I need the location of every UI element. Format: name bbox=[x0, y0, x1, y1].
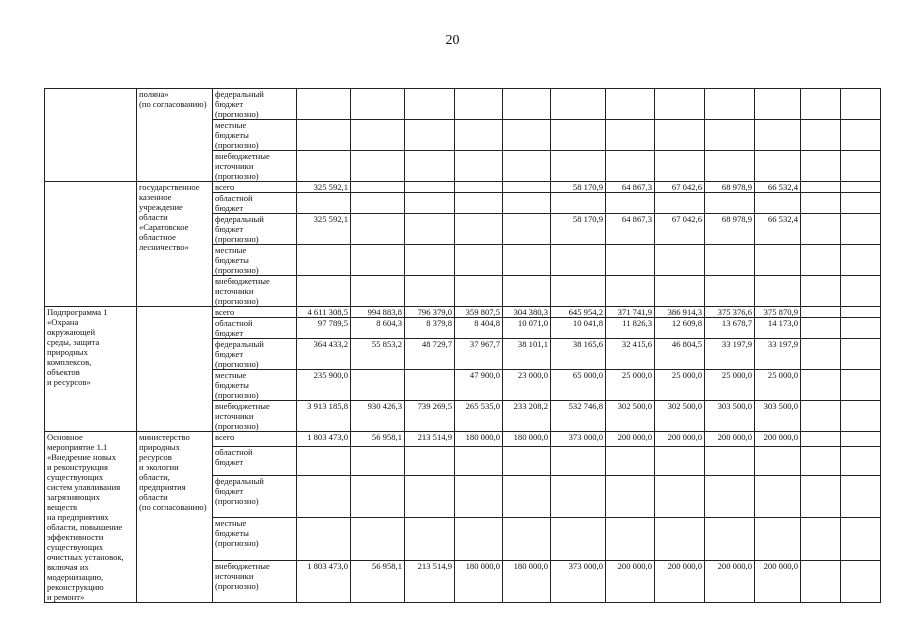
amount-cell bbox=[455, 276, 503, 307]
amount-cell bbox=[297, 245, 351, 276]
amount-cell bbox=[801, 245, 841, 276]
amount-cell bbox=[655, 193, 705, 214]
amount-cell: 58 170,9 bbox=[551, 214, 606, 245]
amount-cell bbox=[455, 214, 503, 245]
amount-cell: 47 900,0 bbox=[455, 370, 503, 401]
amount-cell bbox=[705, 276, 755, 307]
amount-cell: 11 826,3 bbox=[606, 318, 655, 339]
amount-cell bbox=[755, 151, 801, 182]
funding-source-cell: всего bbox=[213, 307, 297, 318]
amount-cell: 200 000,0 bbox=[755, 560, 801, 602]
amount-cell bbox=[297, 276, 351, 307]
funding-source-cell: областной бюджет bbox=[213, 447, 297, 476]
amount-cell bbox=[405, 193, 455, 214]
amount-cell: 303 500,0 bbox=[755, 401, 801, 432]
amount-cell: 97 789,5 bbox=[297, 318, 351, 339]
amount-cell bbox=[405, 89, 455, 120]
amount-cell bbox=[801, 401, 841, 432]
executor-cell bbox=[137, 307, 213, 432]
amount-cell bbox=[405, 182, 455, 193]
amount-cell: 386 914,3 bbox=[655, 307, 705, 318]
amount-cell: 200 000,0 bbox=[606, 560, 655, 602]
amount-cell: 200 000,0 bbox=[606, 432, 655, 447]
amount-cell bbox=[655, 475, 705, 517]
amount-cell bbox=[655, 120, 705, 151]
amount-cell: 302 500,0 bbox=[655, 401, 705, 432]
amount-cell: 200 000,0 bbox=[655, 560, 705, 602]
amount-cell: 12 609,8 bbox=[655, 318, 705, 339]
amount-cell: 3 913 185,8 bbox=[297, 401, 351, 432]
amount-cell bbox=[755, 475, 801, 517]
amount-cell bbox=[655, 245, 705, 276]
amount-cell bbox=[405, 447, 455, 476]
table-row bbox=[45, 432, 881, 447]
amount-cell bbox=[503, 214, 551, 245]
amount-cell bbox=[606, 89, 655, 120]
amount-cell bbox=[455, 475, 503, 517]
amount-cell bbox=[801, 447, 841, 476]
executor-cell: государственное казенное учреждение области «Саратовское областное лесничество» bbox=[137, 182, 213, 307]
amount-cell: 373 000,0 bbox=[551, 432, 606, 447]
amount-cell bbox=[351, 518, 405, 560]
amount-cell bbox=[841, 447, 881, 476]
amount-cell bbox=[351, 89, 405, 120]
budget-table bbox=[44, 88, 881, 603]
funding-source-cell: всего bbox=[213, 182, 297, 193]
amount-cell bbox=[801, 318, 841, 339]
amount-cell: 532 746,8 bbox=[551, 401, 606, 432]
amount-cell bbox=[606, 151, 655, 182]
amount-cell: 67 042,6 bbox=[655, 214, 705, 245]
amount-cell: 371 741,9 bbox=[606, 307, 655, 318]
amount-cell bbox=[455, 151, 503, 182]
amount-cell bbox=[551, 151, 606, 182]
amount-cell bbox=[606, 518, 655, 560]
amount-cell bbox=[705, 245, 755, 276]
program-cell bbox=[45, 89, 137, 182]
amount-cell bbox=[405, 245, 455, 276]
amount-cell bbox=[801, 475, 841, 517]
amount-cell bbox=[655, 89, 705, 120]
amount-cell bbox=[655, 447, 705, 476]
amount-cell: 10 071,0 bbox=[503, 318, 551, 339]
amount-cell bbox=[841, 307, 881, 318]
amount-cell bbox=[297, 151, 351, 182]
amount-cell: 1 803 473,0 bbox=[297, 432, 351, 447]
amount-cell bbox=[801, 307, 841, 318]
amount-cell bbox=[841, 245, 881, 276]
executor-cell: министерство природных ресурсов и экологии области, предприятия области (по согласованию) bbox=[137, 432, 213, 603]
amount-cell bbox=[551, 518, 606, 560]
amount-cell bbox=[351, 447, 405, 476]
amount-cell bbox=[841, 401, 881, 432]
amount-cell bbox=[705, 518, 755, 560]
amount-cell: 68 978,9 bbox=[705, 214, 755, 245]
amount-cell bbox=[841, 193, 881, 214]
amount-cell bbox=[405, 475, 455, 517]
amount-cell: 303 500,0 bbox=[705, 401, 755, 432]
amount-cell bbox=[705, 475, 755, 517]
amount-cell bbox=[503, 193, 551, 214]
amount-cell bbox=[503, 151, 551, 182]
funding-source-cell: областной бюджет bbox=[213, 193, 297, 214]
amount-cell bbox=[606, 120, 655, 151]
amount-cell: 67 042,6 bbox=[655, 182, 705, 193]
amount-cell bbox=[297, 120, 351, 151]
amount-cell bbox=[351, 182, 405, 193]
amount-cell: 8 379,8 bbox=[405, 318, 455, 339]
amount-cell bbox=[705, 447, 755, 476]
amount-cell: 48 729,7 bbox=[405, 339, 455, 370]
funding-source-cell: федеральный бюджет (прогнозно) bbox=[213, 214, 297, 245]
amount-cell bbox=[801, 193, 841, 214]
amount-cell bbox=[297, 193, 351, 214]
amount-cell: 200 000,0 bbox=[755, 432, 801, 447]
amount-cell: 66 532,4 bbox=[755, 214, 801, 245]
amount-cell bbox=[841, 120, 881, 151]
amount-cell: 180 000,0 bbox=[455, 560, 503, 602]
program-cell bbox=[45, 182, 137, 307]
amount-cell bbox=[655, 518, 705, 560]
funding-source-cell: внебюджетные источники (прогнозно) bbox=[213, 401, 297, 432]
amount-cell: 200 000,0 bbox=[705, 560, 755, 602]
amount-cell bbox=[551, 276, 606, 307]
amount-cell: 235 900,0 bbox=[297, 370, 351, 401]
amount-cell bbox=[551, 447, 606, 476]
amount-cell bbox=[841, 318, 881, 339]
amount-cell bbox=[606, 193, 655, 214]
amount-cell bbox=[551, 475, 606, 517]
amount-cell: 325 592,1 bbox=[297, 182, 351, 193]
funding-source-cell: федеральный бюджет (прогнозно) bbox=[213, 339, 297, 370]
amount-cell bbox=[705, 193, 755, 214]
amount-cell: 25 000,0 bbox=[606, 370, 655, 401]
amount-cell: 13 678,7 bbox=[705, 318, 755, 339]
amount-cell: 25 000,0 bbox=[655, 370, 705, 401]
amount-cell: 265 535,0 bbox=[455, 401, 503, 432]
amount-cell: 38 101,1 bbox=[503, 339, 551, 370]
amount-cell bbox=[405, 276, 455, 307]
amount-cell: 64 867,3 bbox=[606, 214, 655, 245]
amount-cell bbox=[755, 276, 801, 307]
amount-cell bbox=[297, 518, 351, 560]
funding-source-cell: местные бюджеты (прогнозно) bbox=[213, 245, 297, 276]
amount-cell bbox=[351, 245, 405, 276]
amount-cell bbox=[455, 120, 503, 151]
amount-cell bbox=[606, 245, 655, 276]
amount-cell: 200 000,0 bbox=[705, 432, 755, 447]
amount-cell bbox=[801, 339, 841, 370]
amount-cell: 4 611 308,5 bbox=[297, 307, 351, 318]
amount-cell bbox=[551, 245, 606, 276]
amount-cell: 364 433,2 bbox=[297, 339, 351, 370]
amount-cell bbox=[405, 151, 455, 182]
amount-cell: 930 426,3 bbox=[351, 401, 405, 432]
table-row bbox=[45, 182, 881, 193]
amount-cell bbox=[351, 120, 405, 151]
amount-cell: 213 514,9 bbox=[405, 560, 455, 602]
amount-cell bbox=[297, 89, 351, 120]
amount-cell bbox=[405, 120, 455, 151]
amount-cell bbox=[801, 432, 841, 447]
amount-cell bbox=[455, 447, 503, 476]
amount-cell: 645 954,2 bbox=[551, 307, 606, 318]
amount-cell: 68 978,9 bbox=[705, 182, 755, 193]
amount-cell: 233 208,2 bbox=[503, 401, 551, 432]
amount-cell bbox=[455, 245, 503, 276]
amount-cell bbox=[503, 475, 551, 517]
amount-cell bbox=[655, 276, 705, 307]
amount-cell: 14 173,0 bbox=[755, 318, 801, 339]
amount-cell bbox=[841, 475, 881, 517]
amount-cell: 359 807,5 bbox=[455, 307, 503, 318]
amount-cell bbox=[297, 447, 351, 476]
amount-cell: 180 000,0 bbox=[503, 432, 551, 447]
amount-cell: 8 404,8 bbox=[455, 318, 503, 339]
amount-cell bbox=[503, 120, 551, 151]
amount-cell: 25 000,0 bbox=[705, 370, 755, 401]
amount-cell bbox=[801, 276, 841, 307]
amount-cell bbox=[841, 182, 881, 193]
amount-cell bbox=[801, 518, 841, 560]
amount-cell: 375 376,6 bbox=[705, 307, 755, 318]
amount-cell bbox=[841, 560, 881, 602]
amount-cell: 994 883,8 bbox=[351, 307, 405, 318]
amount-cell bbox=[755, 447, 801, 476]
amount-cell bbox=[841, 339, 881, 370]
amount-cell: 23 000,0 bbox=[503, 370, 551, 401]
page-number: 20 bbox=[445, 33, 460, 48]
amount-cell bbox=[801, 370, 841, 401]
amount-cell bbox=[606, 276, 655, 307]
amount-cell: 325 592,1 bbox=[297, 214, 351, 245]
amount-cell: 25 000,0 bbox=[755, 370, 801, 401]
amount-cell bbox=[801, 151, 841, 182]
funding-source-cell: местные бюджеты (прогнозно) bbox=[213, 370, 297, 401]
amount-cell bbox=[841, 89, 881, 120]
amount-cell: 32 415,6 bbox=[606, 339, 655, 370]
amount-cell bbox=[801, 89, 841, 120]
amount-cell: 373 000,0 bbox=[551, 560, 606, 602]
amount-cell: 1 803 473,0 bbox=[297, 560, 351, 602]
amount-cell bbox=[801, 560, 841, 602]
table-row bbox=[45, 89, 881, 120]
amount-cell bbox=[351, 370, 405, 401]
amount-cell bbox=[755, 89, 801, 120]
amount-cell: 213 514,9 bbox=[405, 432, 455, 447]
amount-cell bbox=[455, 89, 503, 120]
amount-cell: 304 380,3 bbox=[503, 307, 551, 318]
amount-cell: 33 197,9 bbox=[755, 339, 801, 370]
funding-source-cell: всего bbox=[213, 432, 297, 447]
amount-cell bbox=[351, 276, 405, 307]
amount-cell bbox=[503, 89, 551, 120]
amount-cell bbox=[841, 151, 881, 182]
amount-cell bbox=[705, 151, 755, 182]
amount-cell bbox=[405, 214, 455, 245]
amount-cell bbox=[351, 475, 405, 517]
amount-cell: 46 804,5 bbox=[655, 339, 705, 370]
funding-source-cell: внебюджетные источники (прогнозно) bbox=[213, 276, 297, 307]
amount-cell bbox=[841, 214, 881, 245]
amount-cell bbox=[755, 193, 801, 214]
amount-cell: 64 867,3 bbox=[606, 182, 655, 193]
amount-cell: 58 170,9 bbox=[551, 182, 606, 193]
amount-cell bbox=[551, 120, 606, 151]
amount-cell: 10 041,8 bbox=[551, 318, 606, 339]
amount-cell: 33 197,9 bbox=[705, 339, 755, 370]
funding-source-cell: федеральный бюджет (прогнозно) bbox=[213, 89, 297, 120]
amount-cell: 796 379,0 bbox=[405, 307, 455, 318]
amount-cell bbox=[841, 432, 881, 447]
amount-cell bbox=[551, 193, 606, 214]
amount-cell: 200 000,0 bbox=[655, 432, 705, 447]
amount-cell: 65 000,0 bbox=[551, 370, 606, 401]
amount-cell bbox=[841, 370, 881, 401]
program-cell: Основное мероприятие 1.1 «Внедрение новых и реконструкция существующих систем улавливания загрязняющих веществ на предприятиях области, повышение эффективности существующих очистных установок, включая их модернизацию, реконструкцию и ремонт» bbox=[45, 432, 137, 603]
amount-cell bbox=[297, 475, 351, 517]
funding-source-cell: внебюджетные источники (прогнозно) bbox=[213, 151, 297, 182]
funding-source-cell: местные бюджеты (прогнозно) bbox=[213, 120, 297, 151]
amount-cell: 180 000,0 bbox=[455, 432, 503, 447]
amount-cell bbox=[455, 193, 503, 214]
amount-cell bbox=[801, 120, 841, 151]
amount-cell bbox=[801, 214, 841, 245]
amount-cell bbox=[351, 151, 405, 182]
amount-cell: 38 165,6 bbox=[551, 339, 606, 370]
amount-cell bbox=[801, 182, 841, 193]
amount-cell bbox=[503, 276, 551, 307]
amount-cell bbox=[705, 120, 755, 151]
amount-cell: 180 000,0 bbox=[503, 560, 551, 602]
amount-cell: 8 604,3 bbox=[351, 318, 405, 339]
amount-cell bbox=[455, 182, 503, 193]
amount-cell bbox=[606, 447, 655, 476]
funding-source-cell: областной бюджет bbox=[213, 318, 297, 339]
amount-cell bbox=[503, 518, 551, 560]
amount-cell: 56 958,1 bbox=[351, 432, 405, 447]
amount-cell bbox=[405, 370, 455, 401]
amount-cell bbox=[351, 214, 405, 245]
amount-cell bbox=[841, 276, 881, 307]
amount-cell bbox=[755, 120, 801, 151]
amount-cell bbox=[755, 245, 801, 276]
amount-cell bbox=[655, 151, 705, 182]
amount-cell bbox=[351, 193, 405, 214]
amount-cell: 37 967,7 bbox=[455, 339, 503, 370]
amount-cell bbox=[551, 89, 606, 120]
funding-source-cell: федеральный бюджет (прогнозно) bbox=[213, 475, 297, 517]
amount-cell: 66 532,4 bbox=[755, 182, 801, 193]
amount-cell: 739 269,5 bbox=[405, 401, 455, 432]
amount-cell bbox=[503, 182, 551, 193]
table-row bbox=[45, 307, 881, 318]
amount-cell bbox=[405, 518, 455, 560]
amount-cell: 56 958,1 bbox=[351, 560, 405, 602]
amount-cell bbox=[503, 245, 551, 276]
amount-cell bbox=[455, 518, 503, 560]
amount-cell bbox=[705, 89, 755, 120]
amount-cell bbox=[755, 518, 801, 560]
program-cell: Подпрограмма 1 «Охрана окружающей среды, защита природных комплексов, объектов и ресурсов» bbox=[45, 307, 137, 432]
funding-source-cell: местные бюджеты (прогнозно) bbox=[213, 518, 297, 560]
amount-cell bbox=[606, 475, 655, 517]
amount-cell bbox=[503, 447, 551, 476]
amount-cell bbox=[841, 518, 881, 560]
amount-cell: 302 500,0 bbox=[606, 401, 655, 432]
amount-cell: 55 853,2 bbox=[351, 339, 405, 370]
funding-source-cell: внебюджетные источники (прогнозно) bbox=[213, 560, 297, 602]
executor-cell: поляна» (по согласованию) bbox=[137, 89, 213, 182]
amount-cell: 375 870,9 bbox=[755, 307, 801, 318]
